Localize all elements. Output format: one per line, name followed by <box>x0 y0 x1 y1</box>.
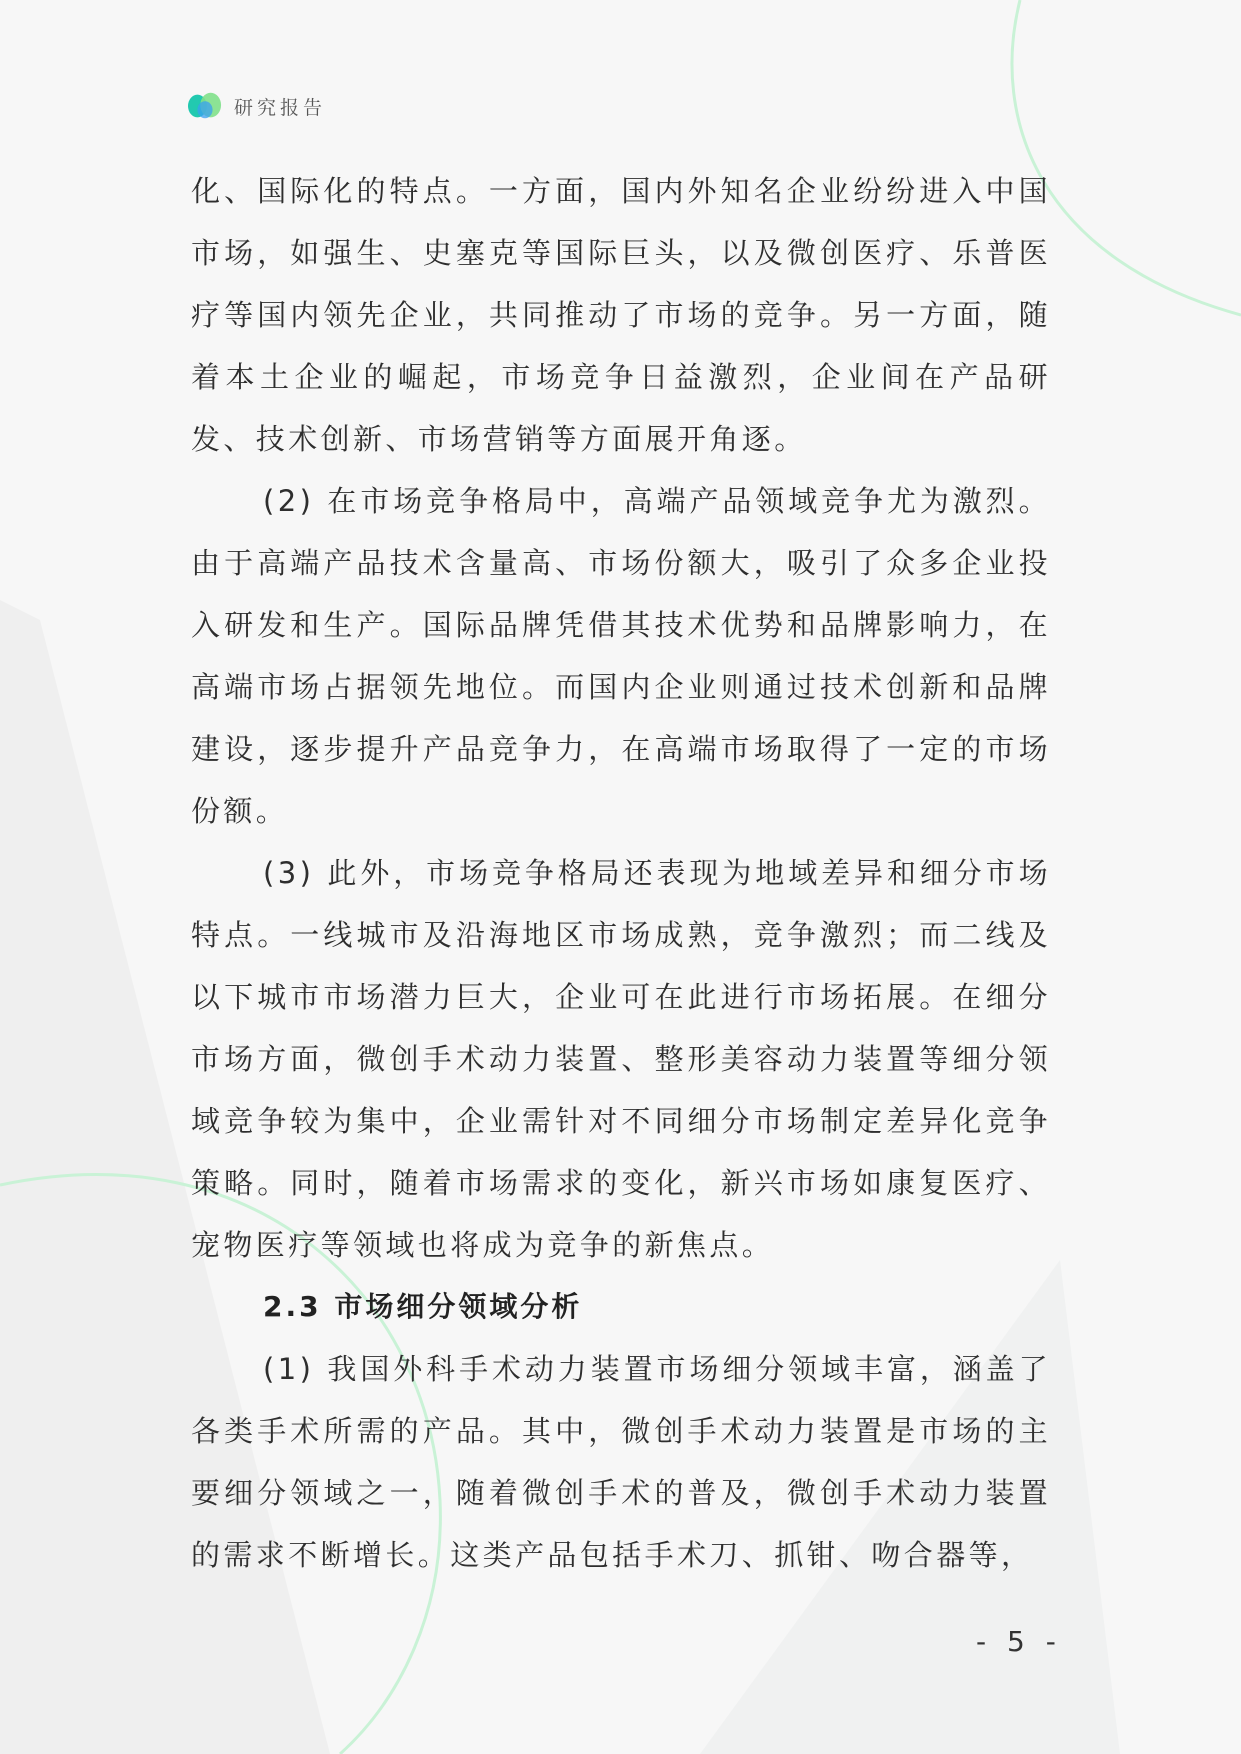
paragraph-1: 化、国际化的特点。一方面，国内外知名企业纷纷进入中国市场，如强生、史塞克等国际巨头，以及微创医疗、乐普医疗等国内领先企业，共同推动了市场的竞争。另一方面，随着本土企业的崛起，市场竞争日益激烈，企业间在产品研发、技术创新、市场营销等方面展开角逐。 <box>191 174 1051 456</box>
page-number: - 5 - <box>976 1625 1062 1658</box>
document-body <box>191 160 1051 1586</box>
report-header <box>186 86 326 126</box>
paragraph-2: (2) 在市场竞争格局中，高端产品领域竞争尤为激烈。由于高端产品技术含量高、市场份额大，吸引了众多企业投入研发和生产。国际品牌凭借其技术优势和品牌影响力，在高端市场占据领先地位。而国内企业则通过技术创新和品牌建设，逐步提升产品竞争力，在高端市场取得了一定的市场份额。 <box>191 484 1051 828</box>
brand-logo-icon <box>186 89 224 123</box>
paragraph-4: (1) 我国外科手术动力装置市场细分领域丰富，涵盖了各类手术所需的产品。其中，微创手术动力装置是市场的主要细分领域之一，随着微创手术的普及，微创手术动力装置的需求不断增长。这类产品包括手术刀、抓钳、吻合器等， <box>191 1352 1051 1572</box>
header-label: 研究报告 <box>234 96 327 119</box>
paragraph-3: (3) 此外，市场竞争格局还表现为地域差异和细分市场特点。一线城市及沿海地区市场成熟，竞争激烈；而二线及以下城市市场潜力巨大，企业可在此进行市场拓展。在细分市场方面，微创手术动力装置、整形美容动力装置等细分领域竞争较为集中，企业需针对不同细分市场制定差异化竞争策略。同时，随着市场需求的变化，新兴市场如康复医疗、宠物医疗等领域也将成为竞争的新焦点。 <box>191 856 1051 1262</box>
section-heading: 2.3 市场细分领域分析 <box>263 1290 583 1323</box>
